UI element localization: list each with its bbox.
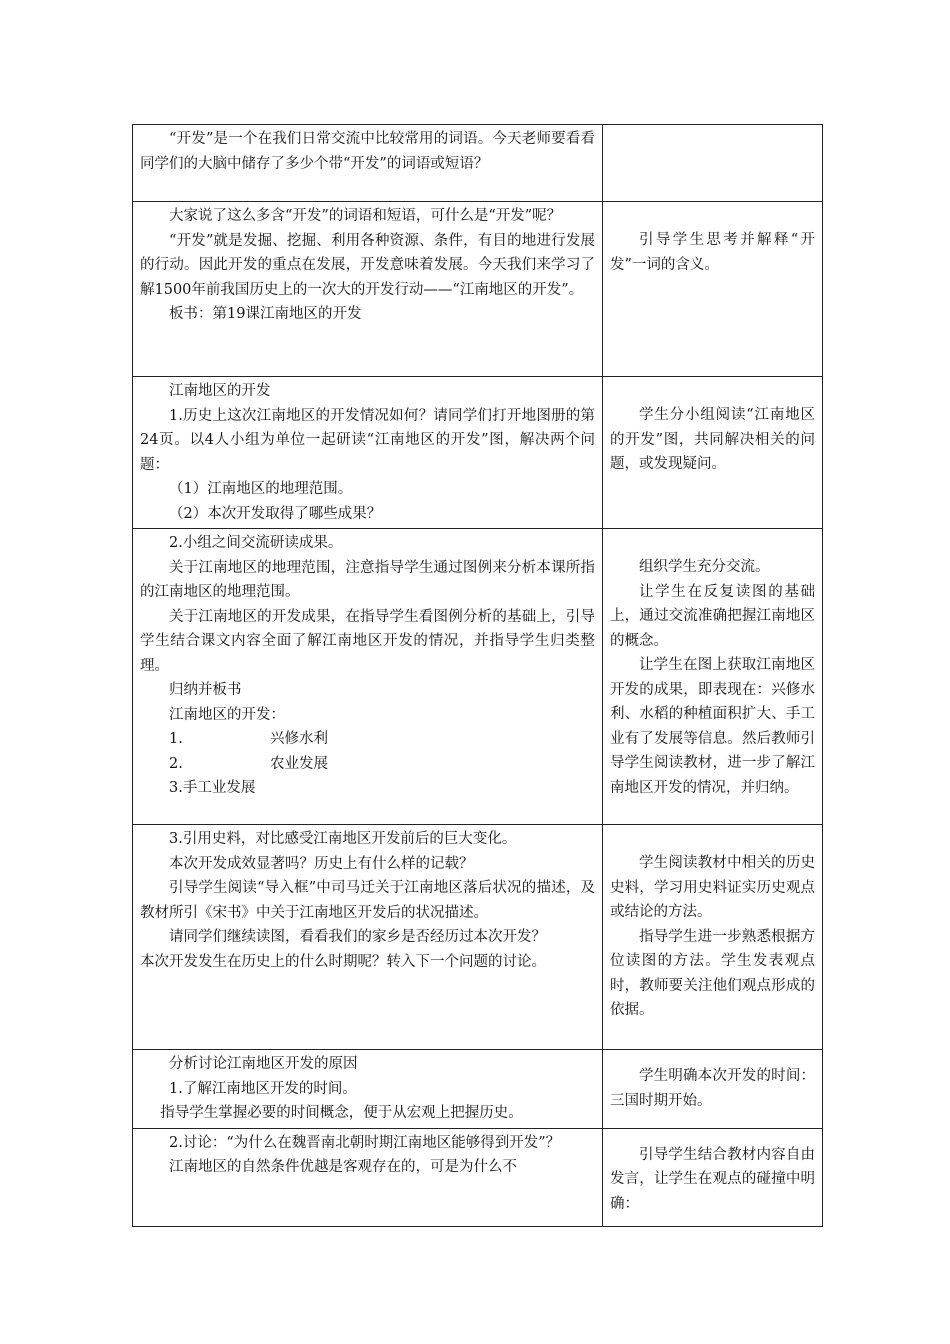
board-note: 板书：第19课江南地区的开发 xyxy=(169,306,362,322)
paragraph: 指导学生进一步熟悉根据方位读图的方法。学生发表观点时，教师要关注他们观点形成的依据。 xyxy=(610,928,815,1018)
table-row xyxy=(133,825,823,1050)
lesson-plan-table xyxy=(132,124,823,1227)
list-item xyxy=(140,727,595,752)
question-item: （2）本次开发取得了哪些成果？ xyxy=(169,505,382,522)
list-number: 1. xyxy=(169,731,183,747)
paragraph: 引导学生思考并解释“开发”一词的含义。 xyxy=(610,232,815,273)
paragraph: 大家说了这么多含“开发”的词语和短语，可什么是“开发”呢？ xyxy=(169,208,562,224)
section-heading: 江南地区的开发 xyxy=(169,383,271,399)
design-intent-cell xyxy=(603,529,823,825)
paragraph: 让学生在图上获取江南地区开发的成果，即表现在：兴修水利、水稻的种植面积扩大、手工业有了发展等信息。然后教师引导学生阅读教材，进一步了解江南地区开发的情况，并归纳。 xyxy=(610,657,815,796)
design-intent-cell xyxy=(603,125,823,202)
table-row xyxy=(133,202,823,377)
table-row xyxy=(133,125,823,202)
paragraph: 本次开发成效显著吗？历史上有什么样的记载？ xyxy=(169,855,474,872)
design-intent-cell xyxy=(603,1050,823,1129)
list-text: 兴修水利 xyxy=(270,731,328,747)
design-intent-cell xyxy=(603,202,823,377)
question-item: （1）江南地区的地理范围。 xyxy=(169,481,353,497)
table-row xyxy=(133,1128,823,1226)
paragraph: 1.历史上这次江南地区的开发情况如何？请同学们打开地图册的第24页。以4人小组为单位一起研读“江南地区的开发”图，解决两个问题： xyxy=(140,407,595,473)
paragraph: 组织学生充分交流。 xyxy=(639,559,770,575)
list-text: 农业发展 xyxy=(270,755,328,772)
paragraph: 请同学们继续读图，看看我们的家乡是否经历过本次开发？ xyxy=(169,929,546,945)
table-row xyxy=(133,377,823,529)
teaching-process-cell xyxy=(133,202,603,377)
paragraph: 3.引用史料，对比感受江南地区开发前后的巨大变化。 xyxy=(169,831,517,847)
paragraph: 指导学生掌握必要的时间概念，便于从宏观上把握历史。 xyxy=(160,1105,523,1121)
paragraph: 本次开发发生在历史上的什么时期呢？转入下一个问题的讨论。 xyxy=(140,953,546,970)
teaching-process-cell xyxy=(133,1050,603,1129)
paragraph: 2.小组之间交流研读成果。 xyxy=(169,535,343,551)
teaching-process-cell xyxy=(133,825,603,1050)
design-intent-cell xyxy=(603,825,823,1050)
paragraph: 关于江南地区的开发成果，在指导学生看图例分析的基础上，引导学生结合课文内容全面了解江南地区开发的情况，并指导学生归类整理。 xyxy=(140,608,595,674)
design-intent-cell xyxy=(603,1128,823,1226)
paragraph: 学生分小组阅读“江南地区的开发”图，共同解决相关的问题，或发现疑问。 xyxy=(610,407,815,472)
list-item xyxy=(140,752,595,777)
paragraph: 学生明确本次开发的时间：三国时期开始。 xyxy=(610,1068,815,1109)
teaching-process-cell xyxy=(133,1128,603,1226)
paragraph: 归纳并板书 xyxy=(169,682,242,698)
paragraph: 2.讨论：“为什么在魏晋南北朝时期江南地区能够得到开发”？ xyxy=(169,1134,561,1151)
teaching-process-cell xyxy=(133,529,603,825)
list-number: 2. xyxy=(169,755,183,772)
teaching-process-cell xyxy=(133,377,603,529)
paragraph: 江南地区的开发： xyxy=(169,706,285,723)
paragraph: 江南地区的自然条件优越是客观存在的，可是为什么不 xyxy=(169,1159,517,1175)
teaching-process-cell xyxy=(133,125,603,202)
paragraph: 让学生在反复读图的基础上，通过交流准确把握江南地区的概念。 xyxy=(610,583,815,649)
paragraph: 关于江南地区的地理范围，注意指导学生通过图例来分析本课所指的江南地区的地理范围。 xyxy=(140,559,595,600)
section-heading: 分析讨论江南地区开发的原因 xyxy=(169,1056,358,1072)
paragraph: “开发”是一个在我们日常交流中比较常用的词语。今天老师要看看同学们的大脑中储存了多少个带“开发”的词语或短语？ xyxy=(140,131,595,172)
paragraph: 1.了解江南地区开发的时间。 xyxy=(169,1080,357,1097)
list-item: 3.手工业发展 xyxy=(169,780,256,796)
paragraph: “开发”就是发掘、挖掘、利用各种资源、条件，有目的地进行发展的行动。因此开发的重点在发展，开发意味着发展。今天我们来学习了解1500年前我国历史上的一次大的开发行动——“江南地区的开发”。 xyxy=(140,232,595,298)
paragraph: 引导学生阅读“导入框”中司马迁关于江南地区落后状况的描述，及教材所引《宋书》中关于江南地区开发后的状况描述。 xyxy=(140,880,595,921)
paragraph: 学生阅读教材中相关的历史史料，学习用史料证实历史观点或结论的方法。 xyxy=(610,855,815,920)
table-row xyxy=(133,1050,823,1129)
design-intent-cell xyxy=(603,377,823,529)
paragraph: 引导学生结合教材内容自由发言，让学生在观点的碰撞中明确： xyxy=(610,1146,815,1212)
table-row xyxy=(133,529,823,825)
